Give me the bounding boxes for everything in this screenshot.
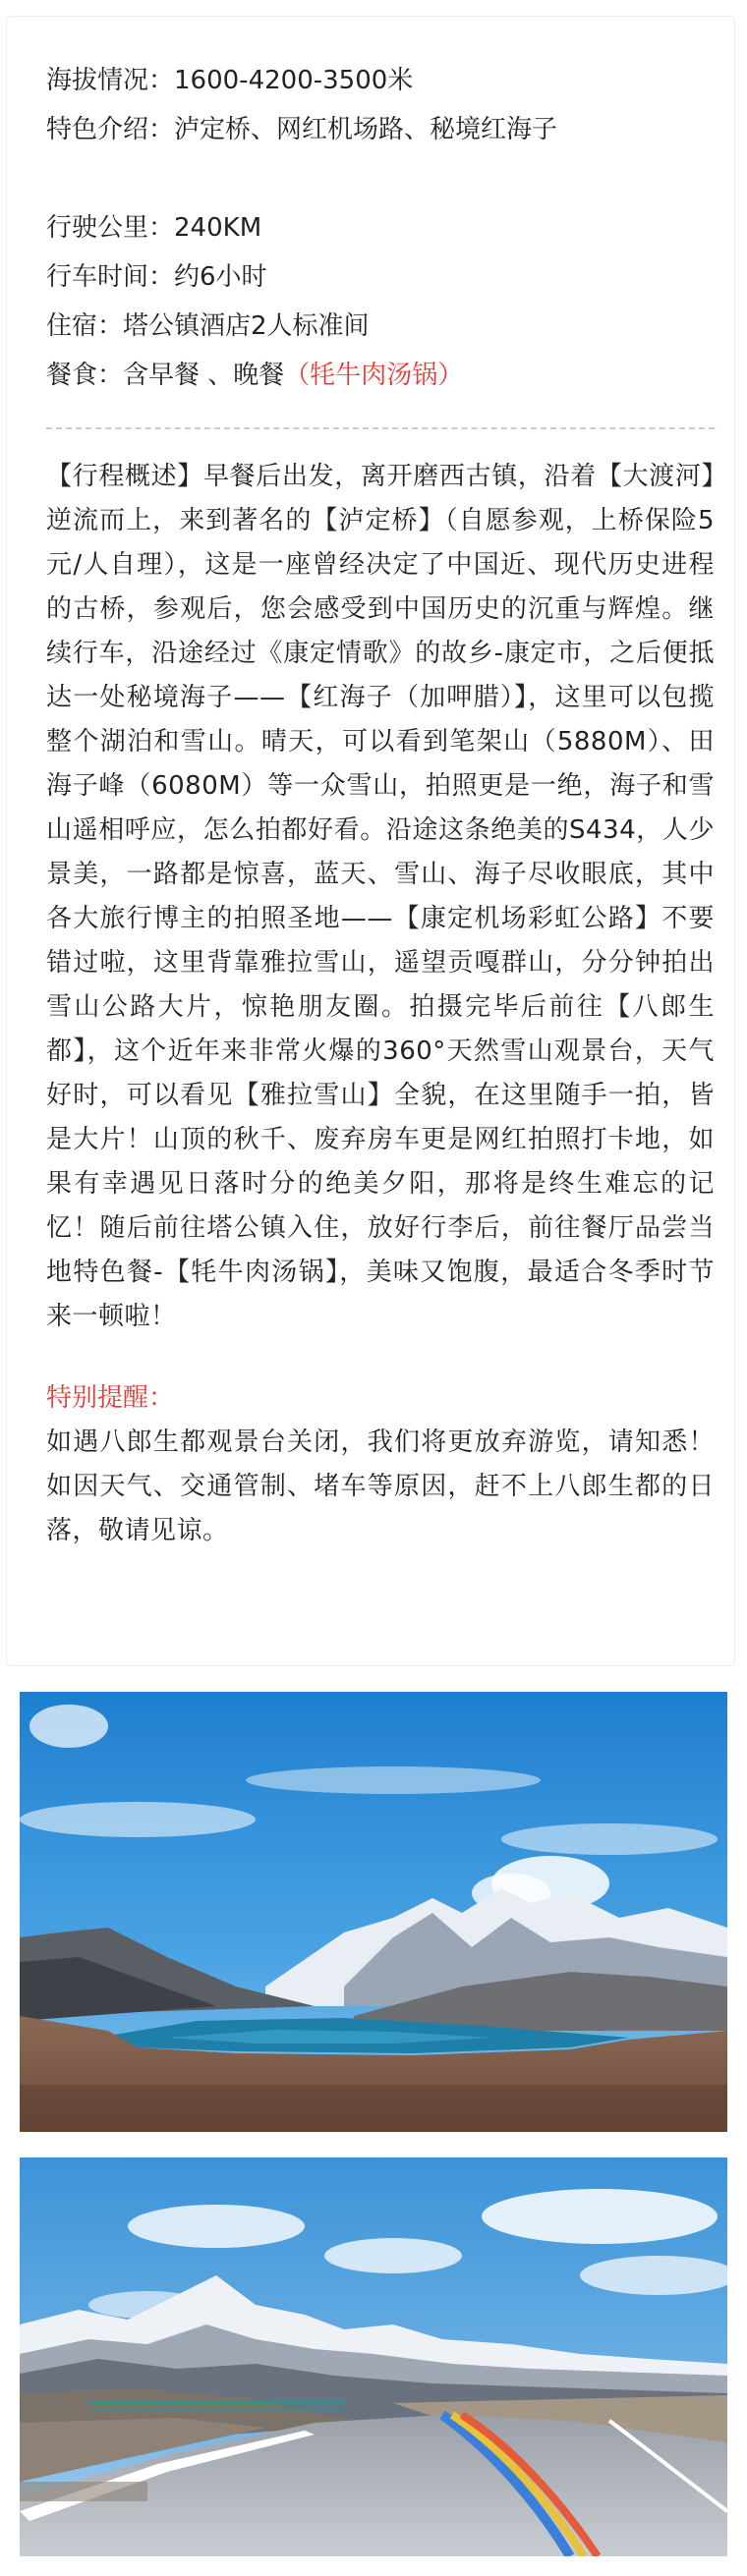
spacer (46, 154, 715, 203)
distance-value: 240KM (174, 213, 262, 243)
dashed-divider (46, 427, 715, 429)
rainbow-road-photo (20, 2157, 727, 2556)
hotel-row (46, 302, 715, 351)
time-value: 约6小时 (174, 262, 267, 292)
hotel-label: 住宿： (46, 311, 124, 341)
red-lake-photo (20, 1692, 727, 2132)
time-label: 行车时间： (46, 262, 175, 292)
altitude-value: 1600-4200-3500米 (174, 66, 414, 95)
altitude-label: 海拔情况： (46, 66, 175, 95)
meals-row (46, 351, 715, 400)
meals-label: 餐食： (46, 361, 124, 390)
meals-value: 含早餐 、晚餐 (123, 361, 285, 390)
overview-paragraph: 【行程概述】早餐后出发，离开磨西古镇，沿着【大渡河】逆流而上，来到著名的【泸定桥】（自愿参观，上桥保险5元/人自理），这是一座曾经决定了中国近、现代历史进程的古桥，参观后，您会感受到中国历史的沉重与辉煌。继续行车，沿途经过《康定情歌》的故乡-康定市，之后便抵达一处秘境海子——【红海子（加呷腊）】，这里可以包揽整个湖泊和雪山。晴天，可以看到笔架山（5880M）、田海子峰（6080M）等一众雪山，拍照更是一绝，海子和雪山遥相呼应，怎么拍都好看。沿途这条绝美的S434，人少景美，一路都是惊喜，蓝天、雪山、海子尽收眼底，其中各大旅行博主的拍照圣地——【康定机场彩虹公路】不要错过啦，这里背靠雅拉雪山，遥望贡嘎群山，分分钟拍出雪山公路大片，惊艳朋友圈。拍摄完毕后前往【八郎生都】，这个近年来非常火爆的360°天然雪山观景台，天气好时，可以看见【雅拉雪山】全貌，在这里随手一拍，皆是大片！山顶的秋千、废弃房车更是网红拍照打卡地，如果有幸遇见日落时分的绝美夕阳，那将是终生难忘的记忆！随后前往塔公镇入住，放好行李后，前往餐厅品尝当地特色餐-【牦牛肉汤锅】，美味又饱腹，最适合冬季时节来一顿啦！ (46, 462, 715, 1331)
features-label: 特色介绍： (46, 115, 175, 144)
distance-row (46, 203, 715, 252)
time-row (46, 252, 715, 302)
features-value: 泸定桥、网红机场路、秘境红海子 (174, 115, 558, 144)
meals-highlight: （牦牛肉汤锅） (284, 361, 464, 390)
hotel-value: 塔公镇酒店2人标准间 (123, 311, 370, 341)
altitude-row (46, 56, 715, 105)
itinerary-card (6, 16, 735, 1666)
features-row (46, 105, 715, 154)
notice-title: 特别提醒： (46, 1383, 175, 1413)
distance-label: 行驶公里： (46, 213, 175, 243)
notice-text: 如遇八郎生都观景台关闭，我们将更放弃游览，请知悉！如因天气、交通管制、堵车等原因，赶不上八郎生都的日落，敬请见谅。 (46, 1428, 715, 1545)
itinerary-content (46, 56, 715, 1553)
